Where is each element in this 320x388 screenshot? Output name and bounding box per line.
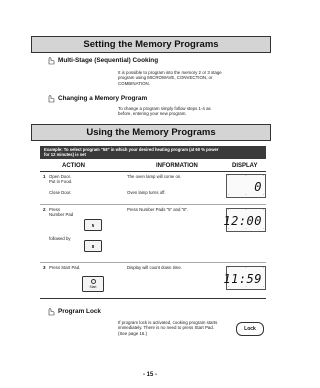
column-information: INFORMATION	[156, 163, 198, 169]
action-line: Press	[49, 207, 60, 212]
example-line: Example: To select program "58" in which your desired heating program (at 60 % power	[44, 147, 219, 152]
example-line: for 12 minutes) is set	[44, 152, 86, 157]
program-lock-body	[118, 320, 217, 336]
step-number: 3	[43, 265, 46, 270]
info-line: The oven lamp will come on.	[127, 174, 182, 179]
changing-heading	[47, 94, 147, 103]
oven-display: ● ● ● 0 ● ● ●	[228, 176, 264, 196]
start-pad-label: Start	[89, 285, 97, 289]
changing-heading-text: Changing a Memory Program	[58, 95, 148, 102]
followed-by-text: followed by	[49, 236, 71, 241]
pointing-hand-icon	[47, 56, 55, 65]
multi-stage-line: It is possible to program into the memory 2 or 3 stage	[118, 70, 222, 75]
step-action	[49, 207, 73, 217]
page-number: - 15 -	[142, 372, 157, 378]
multi-stage-line: program using MICROWAVE, CONVECTION, or	[118, 75, 213, 81]
using-title	[31, 124, 271, 141]
step-action	[49, 174, 72, 195]
program-lock-heading	[47, 307, 101, 316]
column-action: ACTION	[62, 163, 85, 169]
changing-line: To change a program simply follow steps 1-4 as	[118, 106, 211, 111]
header-divider	[40, 171, 266, 172]
action-line: Number Pad	[49, 212, 74, 218]
action-line: Open Door.	[49, 174, 71, 179]
start-icon	[91, 279, 96, 284]
step-action	[49, 265, 80, 270]
step-info	[127, 207, 188, 212]
program-lock-line: If program lock is activated, cooking program starts	[118, 320, 218, 325]
step-number: 1	[43, 174, 46, 179]
multi-stage-body	[118, 70, 222, 86]
program-lock-heading-text: Program Lock	[58, 308, 101, 315]
pointing-hand-icon	[47, 307, 55, 316]
using-title-text: Using the Memory Programs	[86, 127, 216, 138]
number-pad-5[interactable]: 5	[84, 219, 102, 231]
action-line: Press Start Pad.	[49, 265, 81, 270]
page-title	[31, 36, 271, 53]
display-digits: 12:00	[223, 214, 262, 228]
action-line: Put in Food.	[49, 179, 73, 185]
program-lock-line: (See page 16.)	[118, 330, 148, 336]
pointing-hand-icon	[47, 94, 55, 103]
oven-display: ● ● ● 12:00 ● ● ●	[223, 210, 264, 230]
column-display: DISPLAY	[232, 163, 258, 169]
page-title-text: Setting the Memory Programs	[83, 39, 219, 50]
action-line: Close Door.	[49, 189, 72, 195]
step-number: 2	[43, 207, 46, 212]
table-bottom-divider	[40, 298, 266, 299]
row-divider	[40, 204, 266, 205]
info-line: Oven lamp turns off.	[127, 189, 166, 195]
lock-button[interactable]: Lock	[236, 322, 264, 336]
multi-stage-heading	[47, 56, 158, 65]
info-line: Press Number Pads "5" and "8".	[127, 207, 189, 212]
number-pad-8[interactable]: 8	[84, 240, 102, 252]
changing-body	[118, 106, 211, 117]
example-box	[40, 146, 266, 159]
step-info	[127, 265, 182, 270]
row-divider	[40, 262, 266, 263]
step-info	[127, 174, 181, 195]
multi-stage-line: COMBINATION.	[118, 80, 150, 86]
changing-line: before, entering your new program.	[118, 111, 187, 117]
display-digits: 0	[254, 180, 262, 194]
start-pad[interactable]	[82, 276, 104, 292]
program-lock-line: immediately. There is no need to press Start Pad.	[118, 325, 214, 331]
oven-display: ● ● ● 11:59 ● ● ●	[223, 268, 264, 288]
multi-stage-heading-text: Multi-Stage (Sequential) Cooking	[58, 57, 159, 64]
display-digits: 11:59	[223, 272, 262, 286]
info-line: Display will count down time.	[127, 265, 182, 270]
